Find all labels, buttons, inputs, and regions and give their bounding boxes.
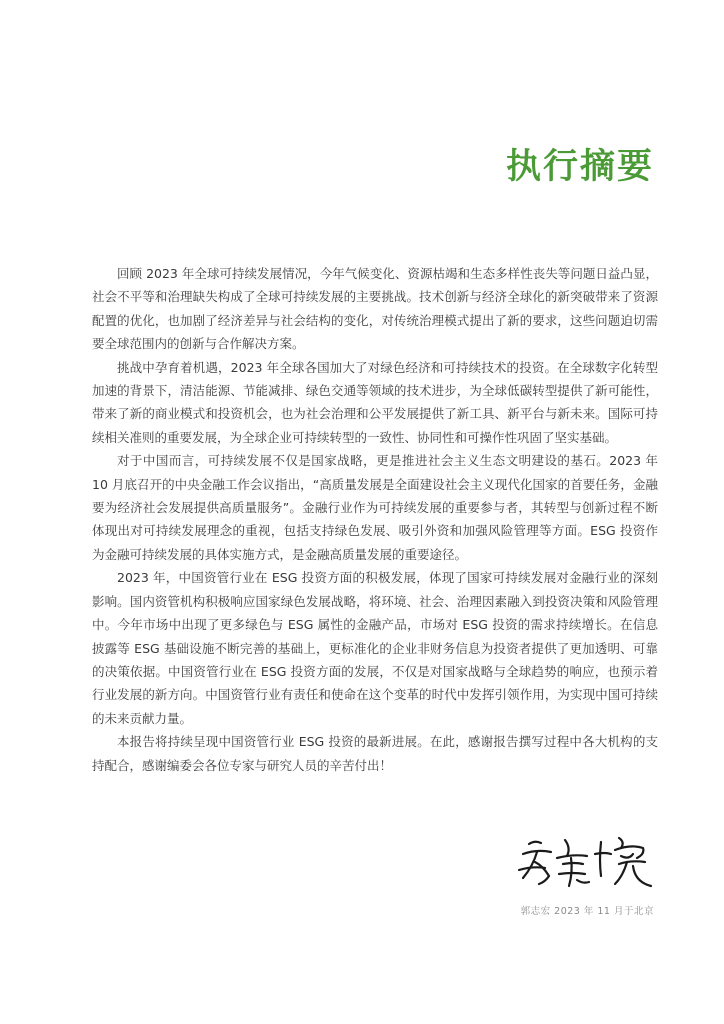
- paragraph-1: 回顾 2023 年全球可持续发展情况，今年气候变化、资源枯竭和生态多样性丧失等问题日益凸显，社会不平等和治理缺失构成了全球可持续发展的主要挑战。技术创新与经济全球化的新突破带来了资源配置的优化，也加剧了经济差异与社会结构的变化，对传统治理模式提出了新的要求，这些问题迫切需要全球范围内的创新与合作解决方案。: [92, 266, 658, 352]
- paragraph-2: 挑战中孕育着机遇，2023 年全球各国加大了对绿色经济和可持续技术的投资。在全球数字化转型加速的背景下，清洁能源、节能减排、绿色交通等领域的技术进步，为全球低碳转型提供了新可能性，带来了新的商业模式和投资机会，也为社会治理和公平发展提供了新工具、新平台与新未来。国际可持续相关准则的重要发展，为全球企业可持续转型的一致性、协同性和可操作性巩固了坚实基础。: [92, 359, 658, 445]
- handwritten-signature: [515, 832, 655, 894]
- paragraph-4: 2023 年，中国资管行业在 ESG 投资方面的积极发展，体现了国家可持续发展对金融行业的深刻影响。国内资管机构积极响应国家绿色发展战略，将环境、社会、治理因素融入到投资决策和风险管理中。今年市场中出现了更多绿色与 ESG 属性的金融产品，市场对 ESG 投资的需求持续增长。在信息披露等 ESG 基础设施不断完善的基础上，更标准化的企业非财务信息为投资者提供了更加透明、可靠的决策依据。中国资管行业在 ESG 投资方面的发展，不仅是对国家战略与全球趋势的响应，也预示着行业发展的新方向。中国资管行业有责任和使命在这个变革的时代中发挥引领作用，为实现中国可持续的未来贡献力量。: [92, 570, 658, 726]
- paragraph-3: 对于中国而言，可持续发展不仅是国家战略，更是推进社会主义生态文明建设的基石。2023 年 10 月底召开的中央金融工作会议指出，“高质量发展是全面建设社会主义现代化国家的首要任务，金融要为经济社会发展提供高质量服务”。金融行业作为可持续发展的重要参与者，其转型与创新过程不断体现出对可持续发展理念的重视，包括支持绿色发展、吸引外资和加强风险管理等方面。ESG 投资作为金融可持续发展的具体实施方式，是金融高质量发展的重要途径。: [92, 453, 658, 562]
- signature-caption: 郭志宏 2023 年 11 月于北京: [520, 906, 654, 917]
- paragraph-5: 本报告将持续呈现中国资管行业 ESG 投资的最新进展。在此，感谢报告撰写过程中各大机构的支持配合，感谢编委会各位专家与研究人员的辛苦付出！: [92, 734, 658, 773]
- summary-body: [92, 262, 658, 777]
- page-title: 执行摘要: [505, 147, 654, 187]
